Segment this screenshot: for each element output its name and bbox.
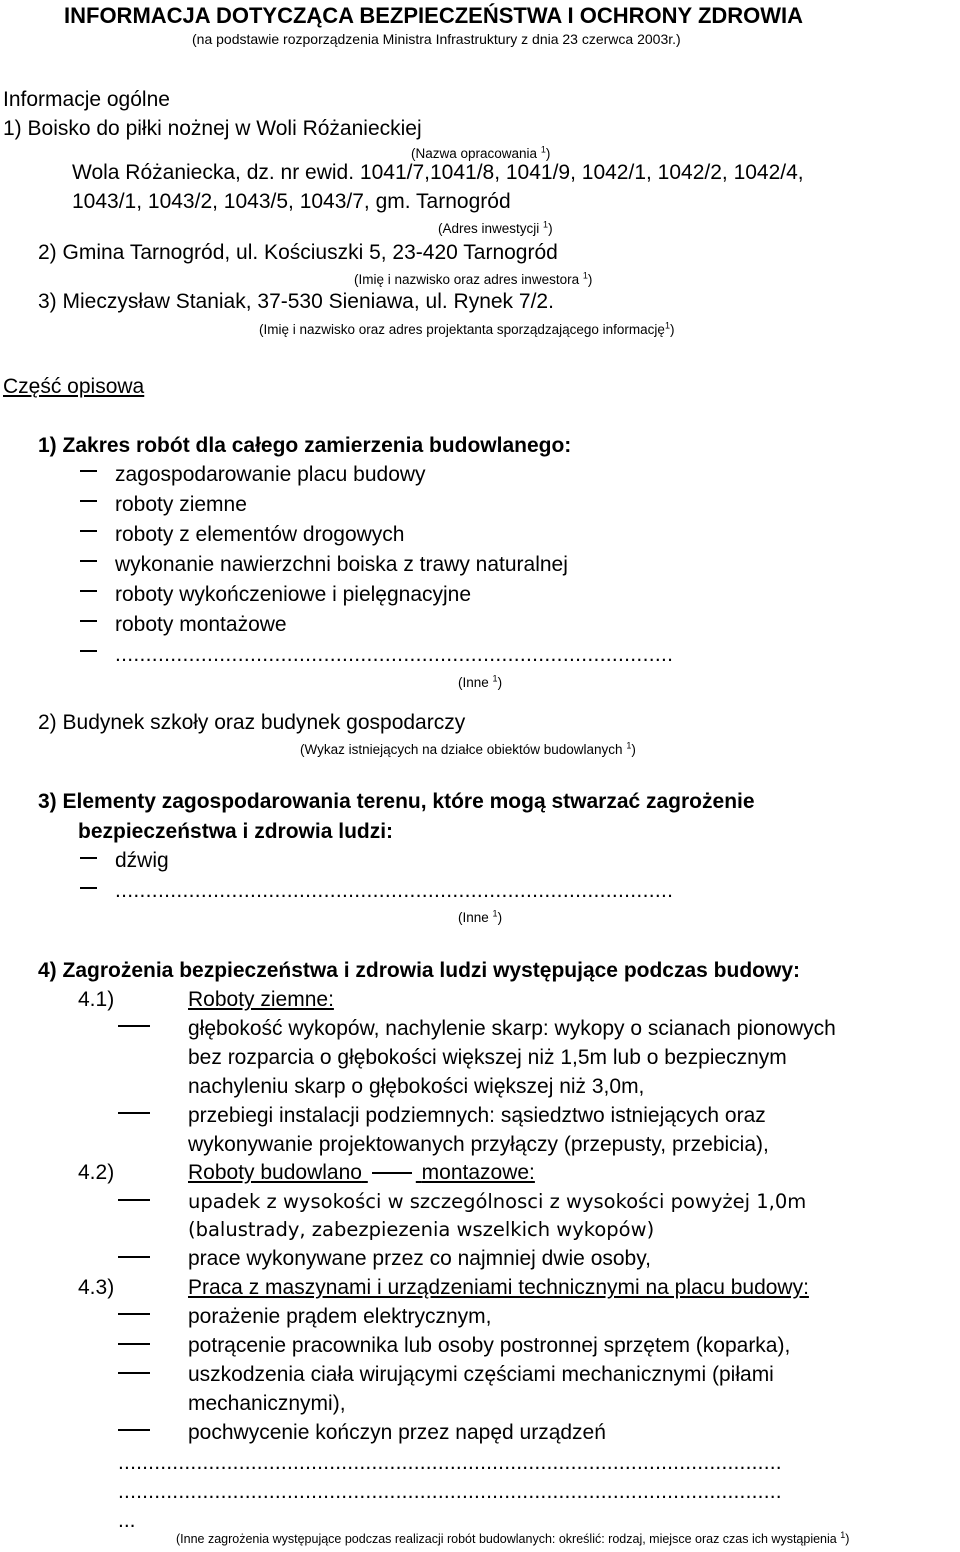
dash-bullet — [80, 470, 97, 472]
note-other: (Inne $^1$) — [458, 908, 503, 925]
list-item: roboty wykończeniowe i pielęgnacyjne — [115, 583, 472, 606]
dash-bullet — [80, 857, 97, 859]
section-4-title: 4) Zagrożenia bezpieczeństwa i zdrowia ludzi występujące podczas budowy: — [38, 959, 800, 982]
dash-bullet — [118, 1343, 150, 1345]
document-title: INFORMACJA DOTYCZĄCA BEZPIECZEŃSTWA I OCHRONY ZDROWIA — [64, 3, 804, 28]
note-existing-buildings: (Wykaz istniejących na działce obiektów budowlanych $^1$) — [300, 740, 636, 757]
note-other: (Inne $^1$) — [458, 673, 503, 690]
dash-bullet — [118, 1429, 150, 1431]
note-investment-address: (Adres inwestycji $^1$) — [438, 219, 553, 236]
section-2-title: 2) Budynek szkoły oraz budynek gospodarczy — [38, 711, 466, 734]
list-item: roboty montażowe — [115, 613, 287, 636]
section-3-title-line-2: bezpieczeństwa i zdrowia ludzi: — [78, 820, 394, 843]
dash-bullet — [80, 560, 97, 562]
dash-bullet — [118, 1313, 150, 1315]
hazard-text: porażenie prądem elektrycznym, — [188, 1305, 492, 1328]
dash-bullet — [80, 887, 97, 889]
hazard-text: prace wykonywane przez co najmniej dwie osoby, — [188, 1247, 652, 1270]
dash-bullet — [80, 650, 97, 652]
document-subtitle: (na podstawie rozporządzenia Ministra Infrastruktury z dnia 23 czerwca 2003r.) — [192, 31, 681, 47]
dash-bullet — [80, 620, 97, 622]
list-item: zagospodarowanie placu budowy — [115, 463, 426, 486]
dash-bullet — [118, 1199, 150, 1201]
dash-bullet — [80, 590, 97, 592]
hazard-text: mechanicznymi), — [188, 1392, 346, 1415]
subsection-number: 4.3) — [78, 1276, 115, 1299]
investment-address-line-2: 1043/1, 1043/2, 1043/5, 1043/7, gm. Tarnogród — [72, 190, 511, 213]
fill-dots-line: .............................................................................................................. — [118, 1480, 782, 1503]
fill-dots-line: ... — [118, 1509, 136, 1532]
fill-dots-line: .............................................................................................................. — [118, 1451, 782, 1474]
subsection-4-1-title: Roboty ziemne: — [188, 988, 334, 1011]
hazard-text: głębokość wykopów, nachylenie skarp: wykopy o scianach pionowych — [188, 1017, 836, 1040]
dash-bullet — [118, 1025, 150, 1027]
hazard-text: pochwycenie kończyn przez napęd urządzeń — [188, 1421, 606, 1444]
general-heading: Informacje ogólne — [3, 88, 170, 111]
general-item-3: 3) Mieczysław Staniak, 37-530 Sieniawa, ul. Rynek 7/2. — [38, 290, 554, 313]
descriptive-heading: Część opisowa — [3, 375, 145, 398]
list-item: roboty ziemne — [115, 493, 247, 516]
list-item: roboty z elementów drogowych — [115, 523, 405, 546]
list-item: dźwig — [115, 849, 169, 872]
list-item-fill-dots: ........................................................................................... — [115, 643, 674, 666]
hazard-text: upadek z wysokości w szczególnosci z wysokości powyżej 1,0m — [188, 1190, 807, 1213]
note-investor: (Imię i nazwisko oraz adres inwestora $^1$) — [354, 270, 593, 287]
hazard-text: wykonywanie projektowanych przyłączy (przepusty, przebicia), — [188, 1133, 769, 1156]
subsection-4-3-title: Praca z maszynami i urządzeniami technicznymi na placu budowy: — [188, 1276, 809, 1299]
section-3-title-line-1: 3) Elementy zagospodarowania terenu, które mogą stwarzać zagrożenie — [38, 790, 755, 813]
hazard-text: potrącenie pracownika lub osoby postronnej sprzętem (koparka), — [188, 1334, 791, 1357]
subsection-number: 4.1) — [78, 988, 115, 1011]
dash-bullet — [118, 1372, 150, 1374]
list-item: wykonanie nawierzchni boiska z trawy naturalnej — [115, 553, 568, 576]
dash-bullet — [80, 500, 97, 502]
hazard-text: przebiegi instalacji podziemnych: sąsiedztwo istniejących oraz — [188, 1104, 766, 1127]
subsection-number: 4.2) — [78, 1161, 115, 1184]
dash-bullet — [118, 1112, 150, 1114]
subsection-4-2-title: Roboty budowlano montazowe: — [188, 1161, 535, 1184]
section-1-title: 1) Zakres robót dla całego zamierzenia budowlanego: — [38, 434, 572, 457]
note-project-name: (Nazwa opracowania $^1$) — [411, 144, 551, 161]
hazard-text: (balustrady, zabezpiezenia wszelkich wykopów) — [188, 1218, 655, 1241]
general-item-1: 1) Boisko do piłki nożnej w Woli Różanieckiej — [3, 117, 422, 140]
dash-bullet — [80, 530, 97, 532]
list-item-fill-dots: ........................................................................................... — [115, 879, 674, 902]
hazard-text: uszkodzenia ciała wirującymi częściami mechanicznymi (piłami — [188, 1363, 774, 1386]
note-other-hazards: (Inne zagrożenia występujące podczas realizacji robót budowlanych: określić: rodzaj, miejsce oraz czas ich wystąpienia $^1$) — [176, 1529, 850, 1546]
hazard-text: nachyleniu skarp o głębokości większej niż 3,0m, — [188, 1075, 645, 1098]
dash-bullet — [118, 1256, 150, 1258]
note-designer: (Imię i nazwisko oraz adres projektanta sporządzającego informację$^1$) — [259, 320, 675, 337]
general-item-2: 2) Gmina Tarnogród, ul. Kościuszki 5, 23-420 Tarnogród — [38, 241, 558, 264]
hazard-text: bez rozparcia o głębokości większej niż 1,5m lub o bezpiecznym — [188, 1046, 787, 1069]
investment-address-line-1: Wola Różaniecka, dz. nr ewid. 1041/7,1041/8, 1041/9, 1042/1, 1042/2, 1042/4, — [72, 161, 804, 184]
